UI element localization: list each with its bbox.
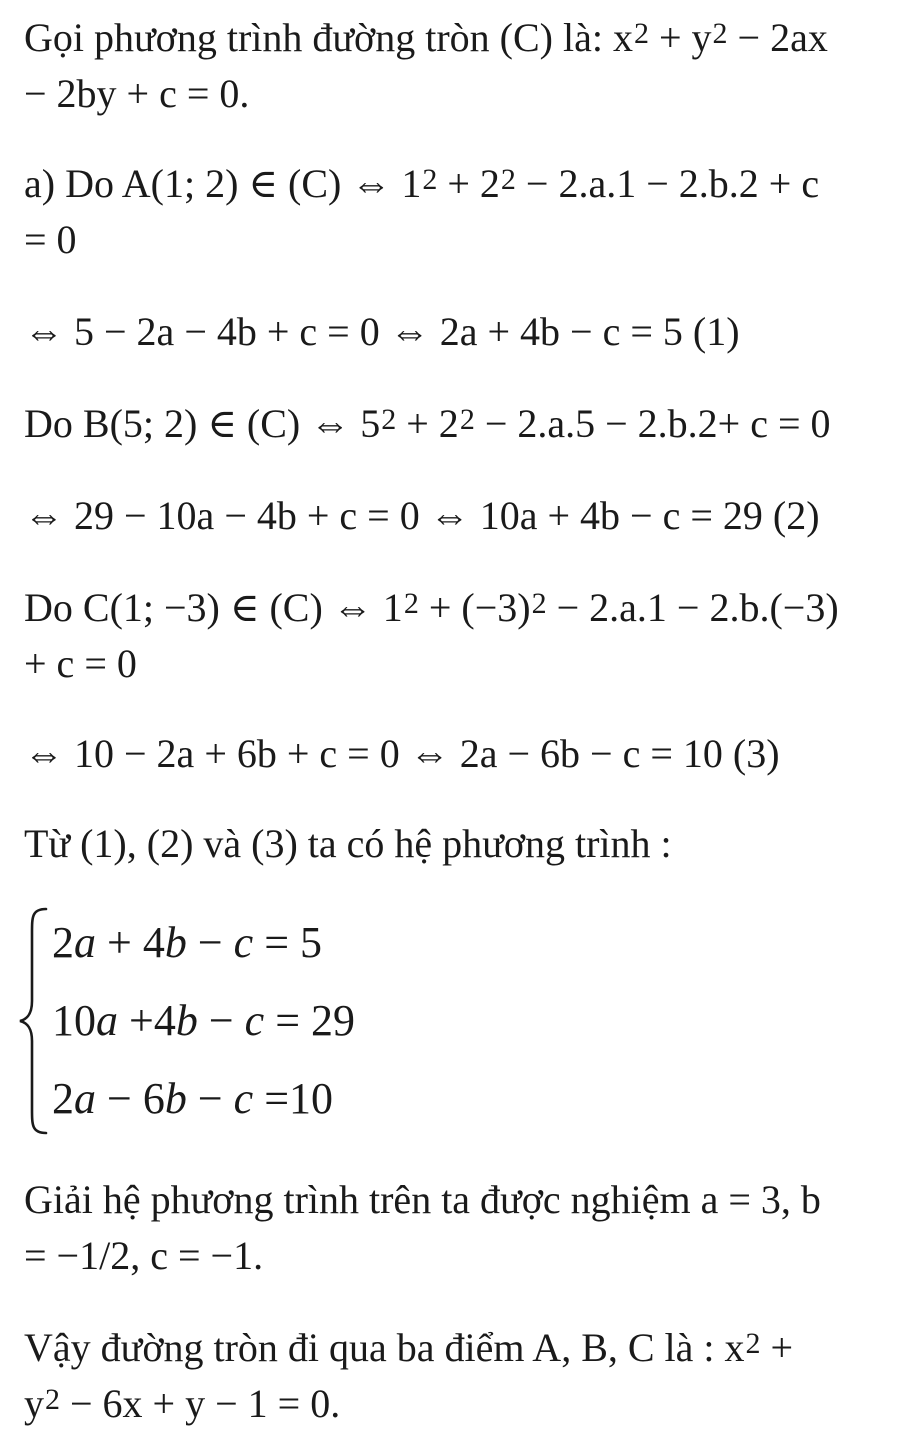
equation-system — [18, 905, 438, 1137]
text: + y — [648, 15, 712, 60]
text: − 6x + y − 1 = 0. — [60, 1381, 341, 1426]
exponent: 2 — [381, 403, 397, 436]
text: ⇔ 29 − 10a − 4b + c = 0 ⇔ 10a + 4b − c = 29 (2) — [24, 493, 820, 538]
text: Gọi phương trình đường tròn (C) là: x — [24, 15, 633, 60]
text: + 2 — [396, 401, 459, 446]
text: Từ (1), (2) và (3) ta có hệ phương trình : — [24, 821, 672, 866]
equation-1-line — [24, 308, 740, 356]
system-equation-1: 2a + 4b − c = 5 — [52, 918, 323, 967]
text: + 2 — [437, 161, 500, 206]
point-a-line-1 — [24, 160, 819, 208]
exponent: 2 — [403, 587, 419, 620]
text: Do C(1; −3) ∈ (C) ⇔ 1 — [24, 585, 403, 630]
solution-line-1 — [24, 1176, 821, 1224]
equation-3-line — [24, 730, 780, 778]
point-a-line-2 — [24, 216, 77, 264]
solution-line-2 — [24, 1232, 263, 1280]
text: − 2.a.1 − 2.b.2 + c — [515, 161, 820, 206]
point-c-line-2 — [24, 640, 137, 688]
coefficient: 2 — [52, 918, 74, 967]
text: Giải hệ phương trình trên ta được nghiệm a = 3, b — [24, 1177, 821, 1222]
exponent: 2 — [500, 163, 516, 196]
text: − 2by + c = 0. — [24, 71, 250, 116]
text: = −1/2, c = −1. — [24, 1233, 264, 1278]
text: − 2.a.1 − 2.b.(−3) — [546, 585, 839, 630]
text: Do B(5; 2) ∈ (C) ⇔ 5 — [24, 401, 381, 446]
text: + (−3) — [418, 585, 531, 630]
text: = 0 — [24, 217, 77, 262]
coefficient: 10 — [52, 996, 96, 1045]
coefficient: 2 — [52, 1074, 74, 1123]
text: Vậy đường tròn đi qua ba điểm A, B, C là : x — [24, 1325, 745, 1370]
exponent: 2 — [45, 1383, 60, 1416]
right-hand-side: 5 — [300, 918, 323, 967]
point-b-line — [24, 400, 831, 448]
text: ⇔ 10 − 2a + 6b + c = 0 ⇔ 2a − 6b − c = 10 (3) — [24, 731, 780, 776]
right-hand-side: 29 — [311, 996, 356, 1045]
exponent: 2 — [531, 587, 547, 620]
system-equation-2: 10a +4b − c = 29 — [52, 996, 356, 1045]
text: + — [760, 1325, 794, 1370]
right-hand-side: 10 — [289, 1074, 334, 1123]
exponent: 2 — [745, 1327, 761, 1360]
text: − 2.a.5 − 2.b.2+ c = 0 — [474, 401, 831, 446]
point-c-line-1 — [24, 584, 839, 632]
conclusion-line-2 — [24, 1380, 340, 1428]
text: + c = 0 — [24, 641, 137, 686]
coefficient: 6 — [142, 1074, 165, 1123]
exponent: 2 — [459, 403, 475, 436]
system-equation-3: 2a − 6b − c =10 — [52, 1074, 334, 1123]
exponent: 2 — [422, 163, 438, 196]
circle-equation-line-1 — [24, 14, 828, 62]
coefficient: 4 — [153, 996, 176, 1045]
left-brace-icon — [18, 905, 52, 1137]
text: a) Do A(1; 2) ∈ (C) ⇔ 1 — [24, 161, 422, 206]
coefficient: 4 — [142, 918, 165, 967]
system-intro-line — [24, 820, 672, 868]
equation-2-line — [24, 492, 820, 540]
text: y — [24, 1381, 44, 1426]
conclusion-line-1 — [24, 1324, 793, 1372]
exponent: 2 — [712, 17, 728, 50]
text: − 2ax — [727, 15, 828, 60]
circle-equation-line-2 — [24, 70, 249, 118]
exponent: 2 — [633, 17, 649, 50]
text: ⇔ 5 − 2a − 4b + c = 0 ⇔ 2a + 4b − c = 5 (1) — [24, 309, 740, 354]
